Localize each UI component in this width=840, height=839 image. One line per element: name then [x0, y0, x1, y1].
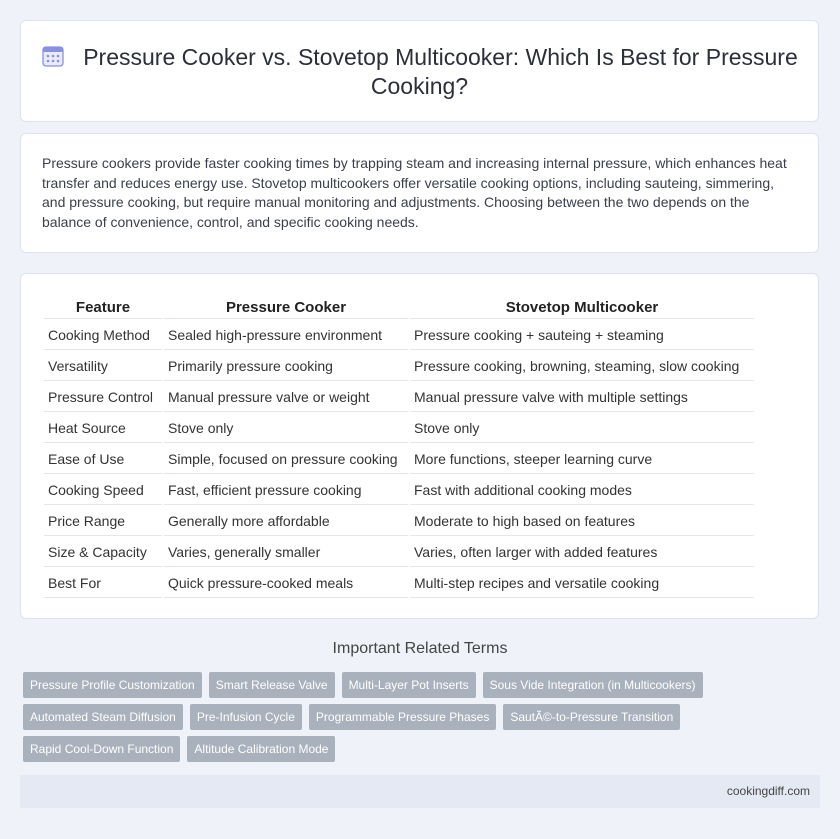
footer-site-link[interactable]: cookingdiff.com — [726, 784, 810, 798]
multicooker-cell: Stove only — [410, 414, 754, 443]
intro-card — [20, 133, 819, 253]
table-row — [44, 352, 754, 381]
table-header-row — [44, 296, 754, 319]
pressure-cooker-cell: Stove only — [164, 414, 408, 443]
multicooker-cell: Fast with additional cooking modes — [410, 476, 754, 505]
pressure-cooker-cell: Manual pressure valve or weight — [164, 383, 408, 412]
pressure-cooker-cell: Simple, focused on pressure cooking — [164, 445, 408, 474]
multicooker-cell: Moderate to high based on features — [410, 507, 754, 536]
feature-cell: Heat Source — [44, 414, 162, 443]
feature-cell: Best For — [44, 569, 162, 598]
pressure-cooker-cell: Quick pressure-cooked meals — [164, 569, 408, 598]
header-pressure-cooker: Pressure Cooker — [164, 296, 408, 319]
table-row — [44, 321, 754, 350]
related-term-tag[interactable]: Programmable Pressure Phases — [309, 704, 496, 730]
pressure-cooker-cell: Generally more affordable — [164, 507, 408, 536]
page-title — [21, 43, 818, 101]
multicooker-cell: Manual pressure valve with multiple settings — [410, 383, 754, 412]
table-row — [44, 383, 754, 412]
header-feature: Feature — [44, 296, 162, 319]
multicooker-cell: Multi-step recipes and versatile cooking — [410, 569, 754, 598]
title-card — [20, 20, 819, 122]
multicooker-cell: Pressure cooking + sauteing + steaming — [410, 321, 754, 350]
related-term-tag[interactable]: Rapid Cool-Down Function — [23, 736, 180, 762]
related-term-tag[interactable]: Altitude Calibration Mode — [187, 736, 335, 762]
intro-paragraph: Pressure cookers provide faster cooking times by trapping steam and increasing internal pressure, which enhances heat transfer and reduces energy use. Stovetop multicookers offer versatile cooking options, including sauteing, simmering, and pressure cooking, but require manual monitoring and adjustments. Choosing between the two depends on the balance of convenience, control, and specific cooking needs. — [42, 155, 787, 230]
header-stovetop-multicooker: Stovetop Multicooker — [410, 296, 754, 319]
pressure-cooker-cell: Primarily pressure cooking — [164, 352, 408, 381]
feature-cell: Cooking Speed — [44, 476, 162, 505]
table-row — [44, 476, 754, 505]
footer — [20, 775, 820, 808]
related-terms-title: Important Related Terms — [332, 640, 508, 657]
page-title-text: Pressure Cooker vs. Stovetop Multicooker: Which Is Best for Pressure Cooking? — [83, 44, 798, 99]
feature-cell: Versatility — [44, 352, 162, 381]
comparison-table — [42, 294, 756, 600]
table-row — [44, 507, 754, 536]
related-term-tag[interactable]: Smart Release Valve — [209, 672, 335, 698]
related-term-tag[interactable]: Multi-Layer Pot Inserts — [342, 672, 476, 698]
pressure-cooker-cell: Sealed high-pressure environment — [164, 321, 408, 350]
pressure-cooker-cell: Varies, generally smaller — [164, 538, 408, 567]
feature-cell: Pressure Control — [44, 383, 162, 412]
multicooker-cell: More functions, steeper learning curve — [410, 445, 754, 474]
pressure-cooker-cell: Fast, efficient pressure cooking — [164, 476, 408, 505]
calendar-icon — [41, 44, 65, 68]
related-term-tag[interactable]: Sous Vide Integration (in Multicookers) — [483, 672, 703, 698]
table-row — [44, 538, 754, 567]
related-term-tag[interactable]: Pressure Profile Customization — [23, 672, 202, 698]
comparison-card — [20, 273, 819, 619]
related-term-tag[interactable]: SautÃ©-to-Pressure Transition — [503, 704, 680, 730]
feature-cell: Ease of Use — [44, 445, 162, 474]
table-row — [44, 414, 754, 443]
multicooker-cell: Pressure cooking, browning, steaming, slow cooking — [410, 352, 754, 381]
related-term-tag[interactable]: Pre-Infusion Cycle — [190, 704, 302, 730]
feature-cell: Price Range — [44, 507, 162, 536]
feature-cell: Size & Capacity — [44, 538, 162, 567]
multicooker-cell: Varies, often larger with added features — [410, 538, 754, 567]
feature-cell: Cooking Method — [44, 321, 162, 350]
table-row — [44, 445, 754, 474]
related-terms-list — [23, 672, 803, 762]
related-term-tag[interactable]: Automated Steam Diffusion — [23, 704, 183, 730]
table-row — [44, 569, 754, 598]
